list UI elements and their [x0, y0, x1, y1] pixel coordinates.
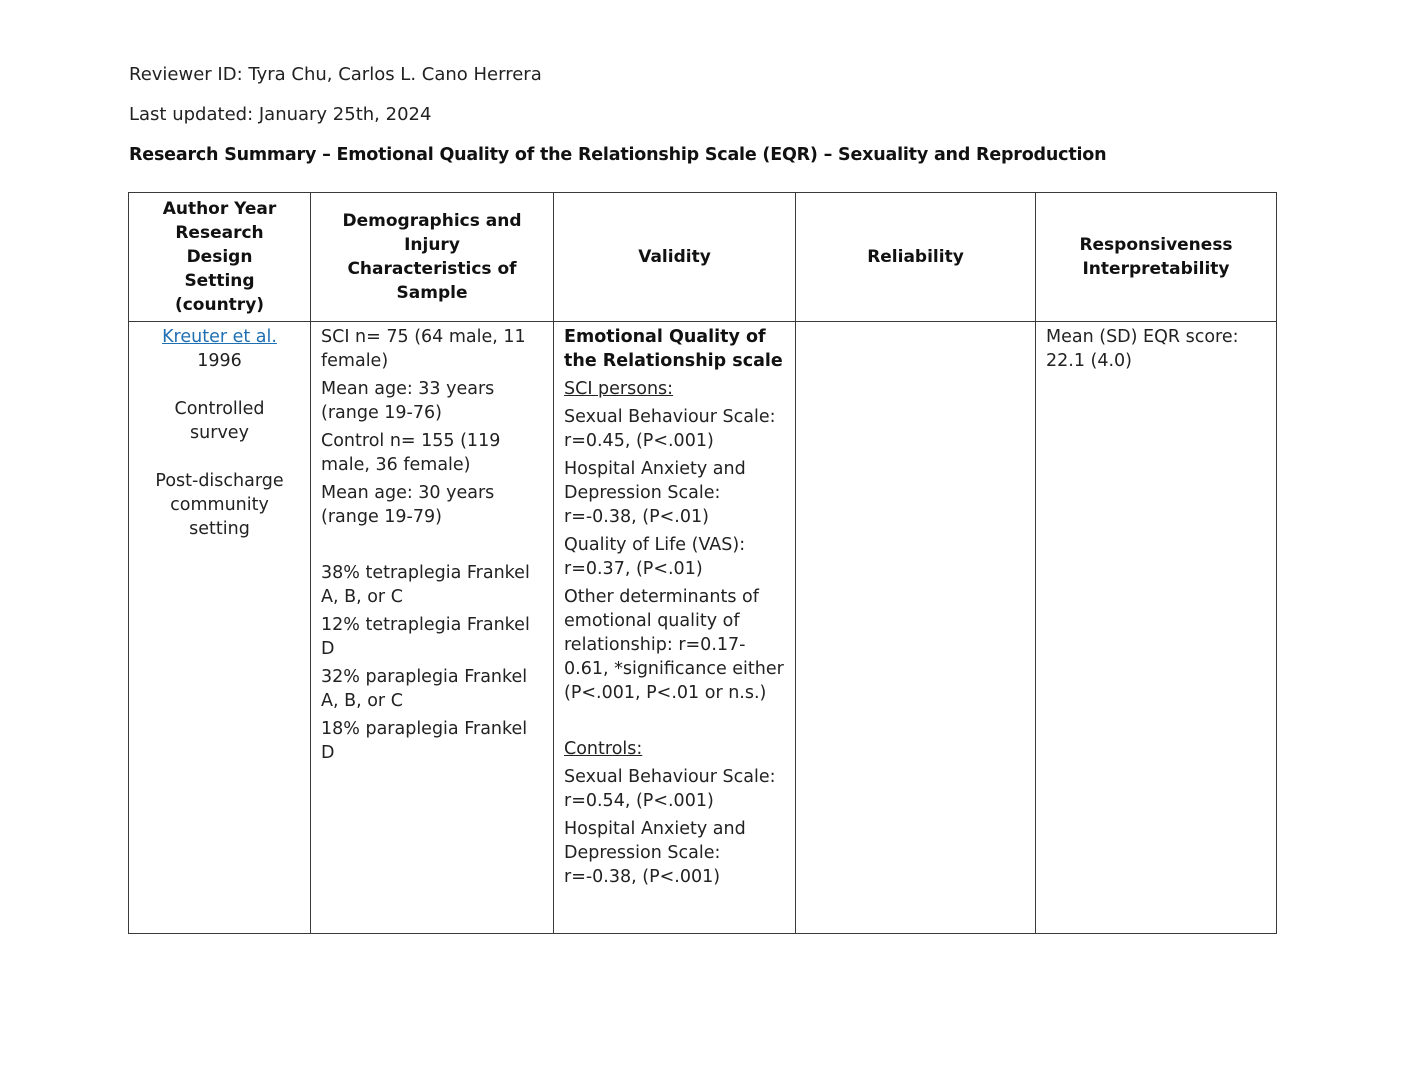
table-row — [129, 322, 1277, 934]
last-updated: Last updated: January 25th, 2024 — [129, 104, 432, 125]
table-header-row — [129, 193, 1277, 322]
header-validity — [554, 193, 796, 322]
header-line: Interpretability — [1082, 259, 1230, 279]
research-summary-table — [128, 192, 1277, 934]
reviewer-id: Reviewer ID: Tyra Chu, Carlos L. Cano Herrera — [129, 64, 542, 85]
header-line: (country) — [174, 295, 265, 315]
author-year: 1996 — [197, 351, 242, 371]
setting-line: setting — [189, 519, 250, 539]
demographic-item: Mean age: 33 years (range 19-76) — [321, 379, 495, 423]
demographic-item: 12% tetraplegia Frankel D — [321, 615, 530, 659]
header-line: Characteristics of — [347, 259, 517, 279]
cell-validity — [554, 322, 796, 934]
design-line: Controlled — [174, 399, 265, 419]
header-line: Demographics and — [342, 211, 522, 231]
cell-reliability — [796, 322, 1036, 934]
responsiveness-text: Mean (SD) EQR score: 22.1 (4.0) — [1046, 327, 1239, 371]
demographic-item: 32% paraplegia Frankel A, B, or C — [321, 667, 528, 711]
header-reliability — [796, 193, 1036, 322]
setting-line: community — [170, 495, 269, 515]
header-line: Injury — [404, 235, 460, 255]
validity-sci-heading: SCI persons: — [564, 379, 674, 399]
header-line: Design — [186, 247, 253, 267]
validity-item: Hospital Anxiety and Depression Scale: r=-0.38, (P<.001) — [564, 819, 746, 887]
demographic-item: 38% tetraplegia Frankel A, B, or C — [321, 563, 530, 607]
validity-item: Sexual Behaviour Scale: r=0.54, (P<.001) — [564, 767, 776, 811]
demographic-item: SCI n= 75 (64 male, 11 female) — [321, 327, 526, 371]
demographic-item: 18% paraplegia Frankel D — [321, 719, 528, 763]
page-title: Research Summary – Emotional Quality of the Relationship Scale (EQR) – Sexuality and Reproduction — [129, 145, 1107, 165]
header-line: Author Year — [162, 199, 277, 219]
header-responsiveness — [1036, 193, 1277, 322]
demographic-item: Control n= 155 (119 male, 36 female) — [321, 431, 501, 475]
cell-author — [129, 322, 311, 934]
header-line: Reliability — [867, 247, 964, 267]
header-line: Research — [175, 223, 264, 243]
demographic-item: Mean age: 30 years (range 19-79) — [321, 483, 495, 527]
header-line: Validity — [638, 247, 711, 267]
design-line: survey — [190, 423, 249, 443]
setting-line: Post-discharge — [155, 471, 284, 491]
author-link[interactable]: Kreuter et al. — [162, 327, 277, 347]
validity-item: Other determinants of emotional quality of relationship: r=0.17-0.61, *significance either (P<.001, P<.01 or n.s.) — [564, 587, 784, 703]
header-line: Setting — [184, 271, 255, 291]
header-author-year — [129, 193, 311, 322]
header-line: Sample — [396, 283, 468, 303]
validity-item: Hospital Anxiety and Depression Scale: r=-0.38, (P<.01) — [564, 459, 746, 527]
validity-item: Sexual Behaviour Scale: r=0.45, (P<.001) — [564, 407, 776, 451]
cell-demographics — [311, 322, 554, 934]
header-line: Responsiveness — [1079, 235, 1233, 255]
header-demographics — [311, 193, 554, 322]
cell-responsiveness — [1036, 322, 1277, 934]
validity-controls-heading: Controls: — [564, 739, 643, 759]
validity-scale-name: Emotional Quality of the Relationship scale — [564, 327, 783, 371]
validity-item: Quality of Life (VAS): r=0.37, (P<.01) — [564, 535, 746, 579]
